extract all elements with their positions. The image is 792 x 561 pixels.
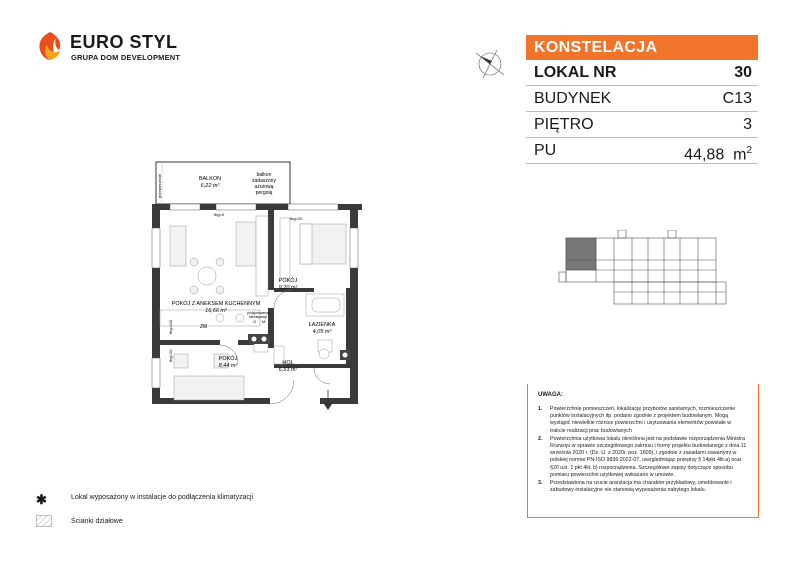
notes-title: UWAGA: bbox=[538, 392, 563, 398]
area-value: 44,88 bbox=[684, 146, 725, 164]
ac-prep-label: klimatyzacji bbox=[249, 315, 267, 319]
ac-connection-marker bbox=[248, 334, 270, 344]
ac-indoor-label: M bbox=[262, 319, 266, 324]
note-text: Powierzchnię pomieszczeń, lokalizację przyborów sanitarnych, rozmieszczenie punktów instalacyjnych itp. podano zgodnie z projektem budowlanym. Mogą wystąpić niewielkie różnice powierzchni i usytuowania elementów powstałe w trakcie realizacji prac budowlanych bbox=[550, 406, 736, 434]
highlighted-unit bbox=[566, 238, 596, 270]
balcony bbox=[156, 162, 290, 204]
ac-prep-label: podgotowanie bbox=[247, 311, 269, 315]
room-name-bathroom: ŁAZIENKA bbox=[308, 322, 336, 328]
unit-info-table bbox=[526, 35, 758, 164]
info-row-floor bbox=[526, 112, 758, 138]
note-item bbox=[538, 436, 748, 479]
partition-label: przepierzenie bbox=[157, 173, 162, 198]
info-row-unit bbox=[526, 60, 758, 86]
room-name-bedroom2: POKÓJ bbox=[218, 356, 238, 362]
room-name-bedroom1: POKÓJ bbox=[278, 278, 298, 284]
legend-partition-text: Ścianki działowe bbox=[71, 518, 123, 525]
floor-level-label: fbg=20 bbox=[168, 349, 173, 362]
notes-list bbox=[538, 406, 748, 494]
brand-logo bbox=[34, 30, 184, 66]
room-area-bedroom2: 8,44 m² bbox=[218, 363, 238, 369]
info-value: C13 bbox=[722, 90, 752, 107]
room-name-balcony: BALKON bbox=[198, 176, 222, 182]
balcony-note: balkon bbox=[256, 172, 272, 178]
brand-subtitle: GRUPA DOM DEVELOPMENT bbox=[71, 53, 181, 62]
flame-logo-icon bbox=[34, 30, 66, 62]
room-area-living: 16,66 m² bbox=[205, 308, 227, 314]
room-name-hall: HOL bbox=[282, 360, 294, 366]
area-unit-sup: 2 bbox=[746, 145, 752, 156]
floor-level-label: fbg=0 bbox=[214, 212, 225, 217]
note-item bbox=[538, 406, 748, 435]
balcony-note: ażurową bbox=[254, 184, 274, 190]
info-value bbox=[684, 138, 752, 168]
notes-box bbox=[527, 384, 759, 518]
info-value: 30 bbox=[734, 64, 752, 81]
brand-name: EURO STYL bbox=[70, 32, 178, 52]
room-area-bedroom1: 9,20 m² bbox=[278, 285, 298, 291]
note-number: 2. bbox=[538, 435, 543, 442]
info-row-building bbox=[526, 86, 758, 112]
note-number: 3. bbox=[538, 480, 543, 487]
info-label: PU bbox=[534, 142, 557, 159]
ac-star-marker-icon bbox=[340, 350, 350, 360]
info-label: BUDYNEK bbox=[534, 90, 612, 107]
building-key-plan bbox=[556, 230, 728, 310]
info-row-area bbox=[526, 138, 758, 164]
project-name: KONSTELACJA bbox=[526, 35, 758, 60]
room-area-balcony: 6,22 m² bbox=[200, 183, 220, 189]
area-unit: m bbox=[733, 146, 747, 164]
info-label: PIĘTRO bbox=[534, 116, 594, 133]
partition-hatch-icon bbox=[36, 515, 52, 527]
floor-plan bbox=[150, 158, 362, 410]
note-text: Powierzchnia użytkowa lokalu określona jest na podstawie rozporządzenia Ministra Rozwoju w sprawie szczegółowego zakresu i formy projektu budowlanego z dnia 11 września 2020 r. (Dz. U. z 2020r. poz. 1609), i zgodnie z zasadami zawartymi w polskiej normie PN-ISO 9836:2022-07, uwzględniając przepisy § 14pkt 4lit.a) oraz §20 ust. 1 pkt 4lit. b) rozporządzenia. Szczegółowe zapisy dotyczące sposobu pomiaru powierzchni użytkowej wskazano w umowie. bbox=[550, 435, 747, 478]
meter-label: ZM bbox=[200, 324, 208, 330]
note-number: 1. bbox=[538, 406, 543, 412]
legend-ac-text: Lokal wyposażony w instalacje do podłączenia klimatyzacji bbox=[71, 494, 254, 501]
balcony-note: zadaszony bbox=[252, 178, 276, 184]
room-area-bathroom: 4,05 m² bbox=[312, 329, 332, 335]
info-value: 3 bbox=[743, 116, 752, 133]
info-label: LOKAL NR bbox=[534, 64, 617, 81]
note-item bbox=[538, 480, 748, 494]
floor-level-label: fbg=110 bbox=[168, 319, 173, 334]
north-arrow-icon bbox=[470, 44, 510, 84]
ac-outdoor-label: O bbox=[253, 319, 257, 324]
floor-level-label: fbg=20 bbox=[290, 216, 303, 221]
ac-star-icon: ✱ bbox=[36, 492, 47, 507]
room-area-hall: 6,53 m² bbox=[278, 367, 298, 373]
balcony-note: pergolą bbox=[255, 190, 273, 196]
room-name-living: POKÓJ Z ANEKSEM KUCHENNYM bbox=[171, 301, 261, 307]
note-text: Przedstawiona na rzucie aranżacja ma charakter przykładowy, umeblowanie i zabudowy instalacyjne nie stanowią wyposażenia nabytego lokalu. bbox=[550, 480, 732, 494]
